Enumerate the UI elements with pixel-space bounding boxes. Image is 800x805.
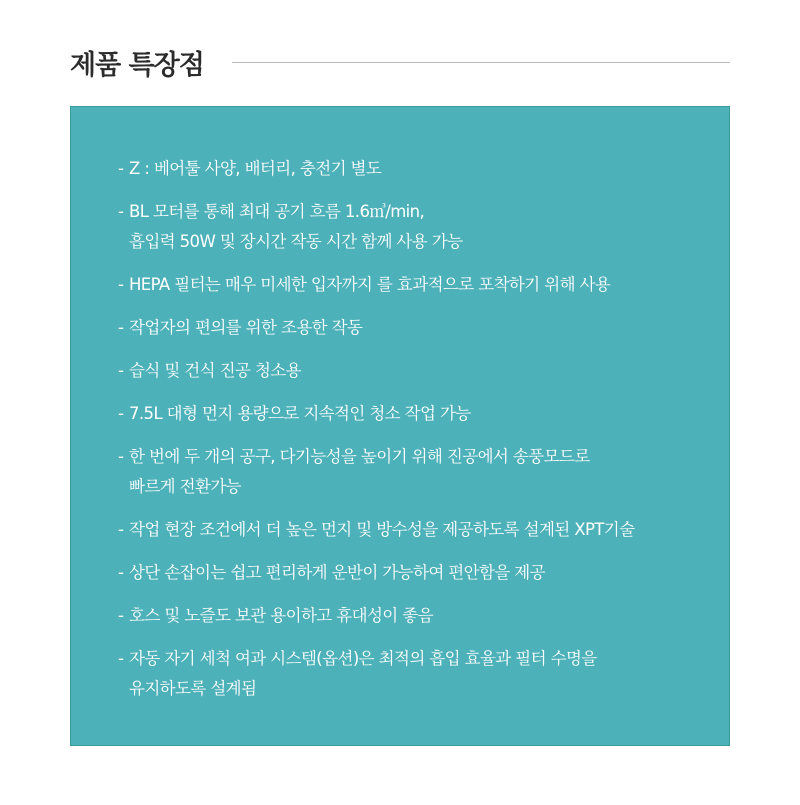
feature-text: HEPA 필터는 매우 미세한 입자까지 를 효과적으로 포착하기 위해 사용 xyxy=(129,275,611,294)
section-header xyxy=(70,40,730,84)
dash-bullet: - xyxy=(118,159,124,178)
feature-item xyxy=(118,601,718,631)
feature-item xyxy=(118,197,718,257)
feature-text: 작업자의 편의를 위한 조용한 작동 xyxy=(129,318,363,337)
feature-text: 한 번에 두 개의 공구, 다기능성을 높이기 위해 진공에서 송풍모드로 빠르게 전환가능 xyxy=(129,447,590,496)
feature-item xyxy=(118,270,718,300)
dash-bullet: - xyxy=(118,563,124,582)
feature-item xyxy=(118,644,718,704)
dash-bullet: - xyxy=(118,275,124,294)
feature-text: BL 모터를 통해 최대 공기 흐름 1.6㎥/min, 흡입력 50W 및 장시간 작동 시간 함께 사용 가능 xyxy=(129,202,463,251)
feature-text: 작업 현장 조건에서 더 높은 먼지 및 방수성을 제공하도록 설계된 XPT기술 xyxy=(129,520,635,539)
feature-text: 호스 및 노즐도 보관 용이하고 휴대성이 좋음 xyxy=(129,606,433,625)
header-divider xyxy=(232,62,730,63)
feature-item xyxy=(118,356,718,386)
feature-box xyxy=(70,106,730,746)
feature-item xyxy=(118,313,718,343)
feature-item xyxy=(118,399,718,429)
dash-bullet: - xyxy=(118,520,124,539)
section-title: 제품 특장점 xyxy=(70,49,204,81)
feature-text: 자동 자기 세척 여과 시스템(옵션)은 최적의 흡입 효율과 필터 수명을 유지하도록 설계됨 xyxy=(129,649,597,698)
dash-bullet: - xyxy=(118,202,124,221)
feature-item xyxy=(118,154,718,184)
dash-bullet: - xyxy=(118,606,124,625)
feature-item xyxy=(118,515,718,545)
dash-bullet: - xyxy=(118,649,124,668)
feature-text: 7.5L 대형 먼지 용량으로 지속적인 청소 작업 가능 xyxy=(129,404,471,423)
feature-text: 습식 및 건식 진공 청소용 xyxy=(129,361,301,380)
dash-bullet: - xyxy=(118,361,124,380)
feature-text: Z : 베어툴 사양, 배터리, 충전기 별도 xyxy=(129,159,382,178)
feature-text: 상단 손잡이는 쉽고 편리하게 운반이 가능하여 편안함을 제공 xyxy=(129,563,545,582)
feature-item xyxy=(118,558,718,588)
feature-list xyxy=(118,154,718,717)
dash-bullet: - xyxy=(118,318,124,337)
dash-bullet: - xyxy=(118,404,124,423)
feature-item xyxy=(118,442,718,502)
dash-bullet: - xyxy=(118,447,124,466)
